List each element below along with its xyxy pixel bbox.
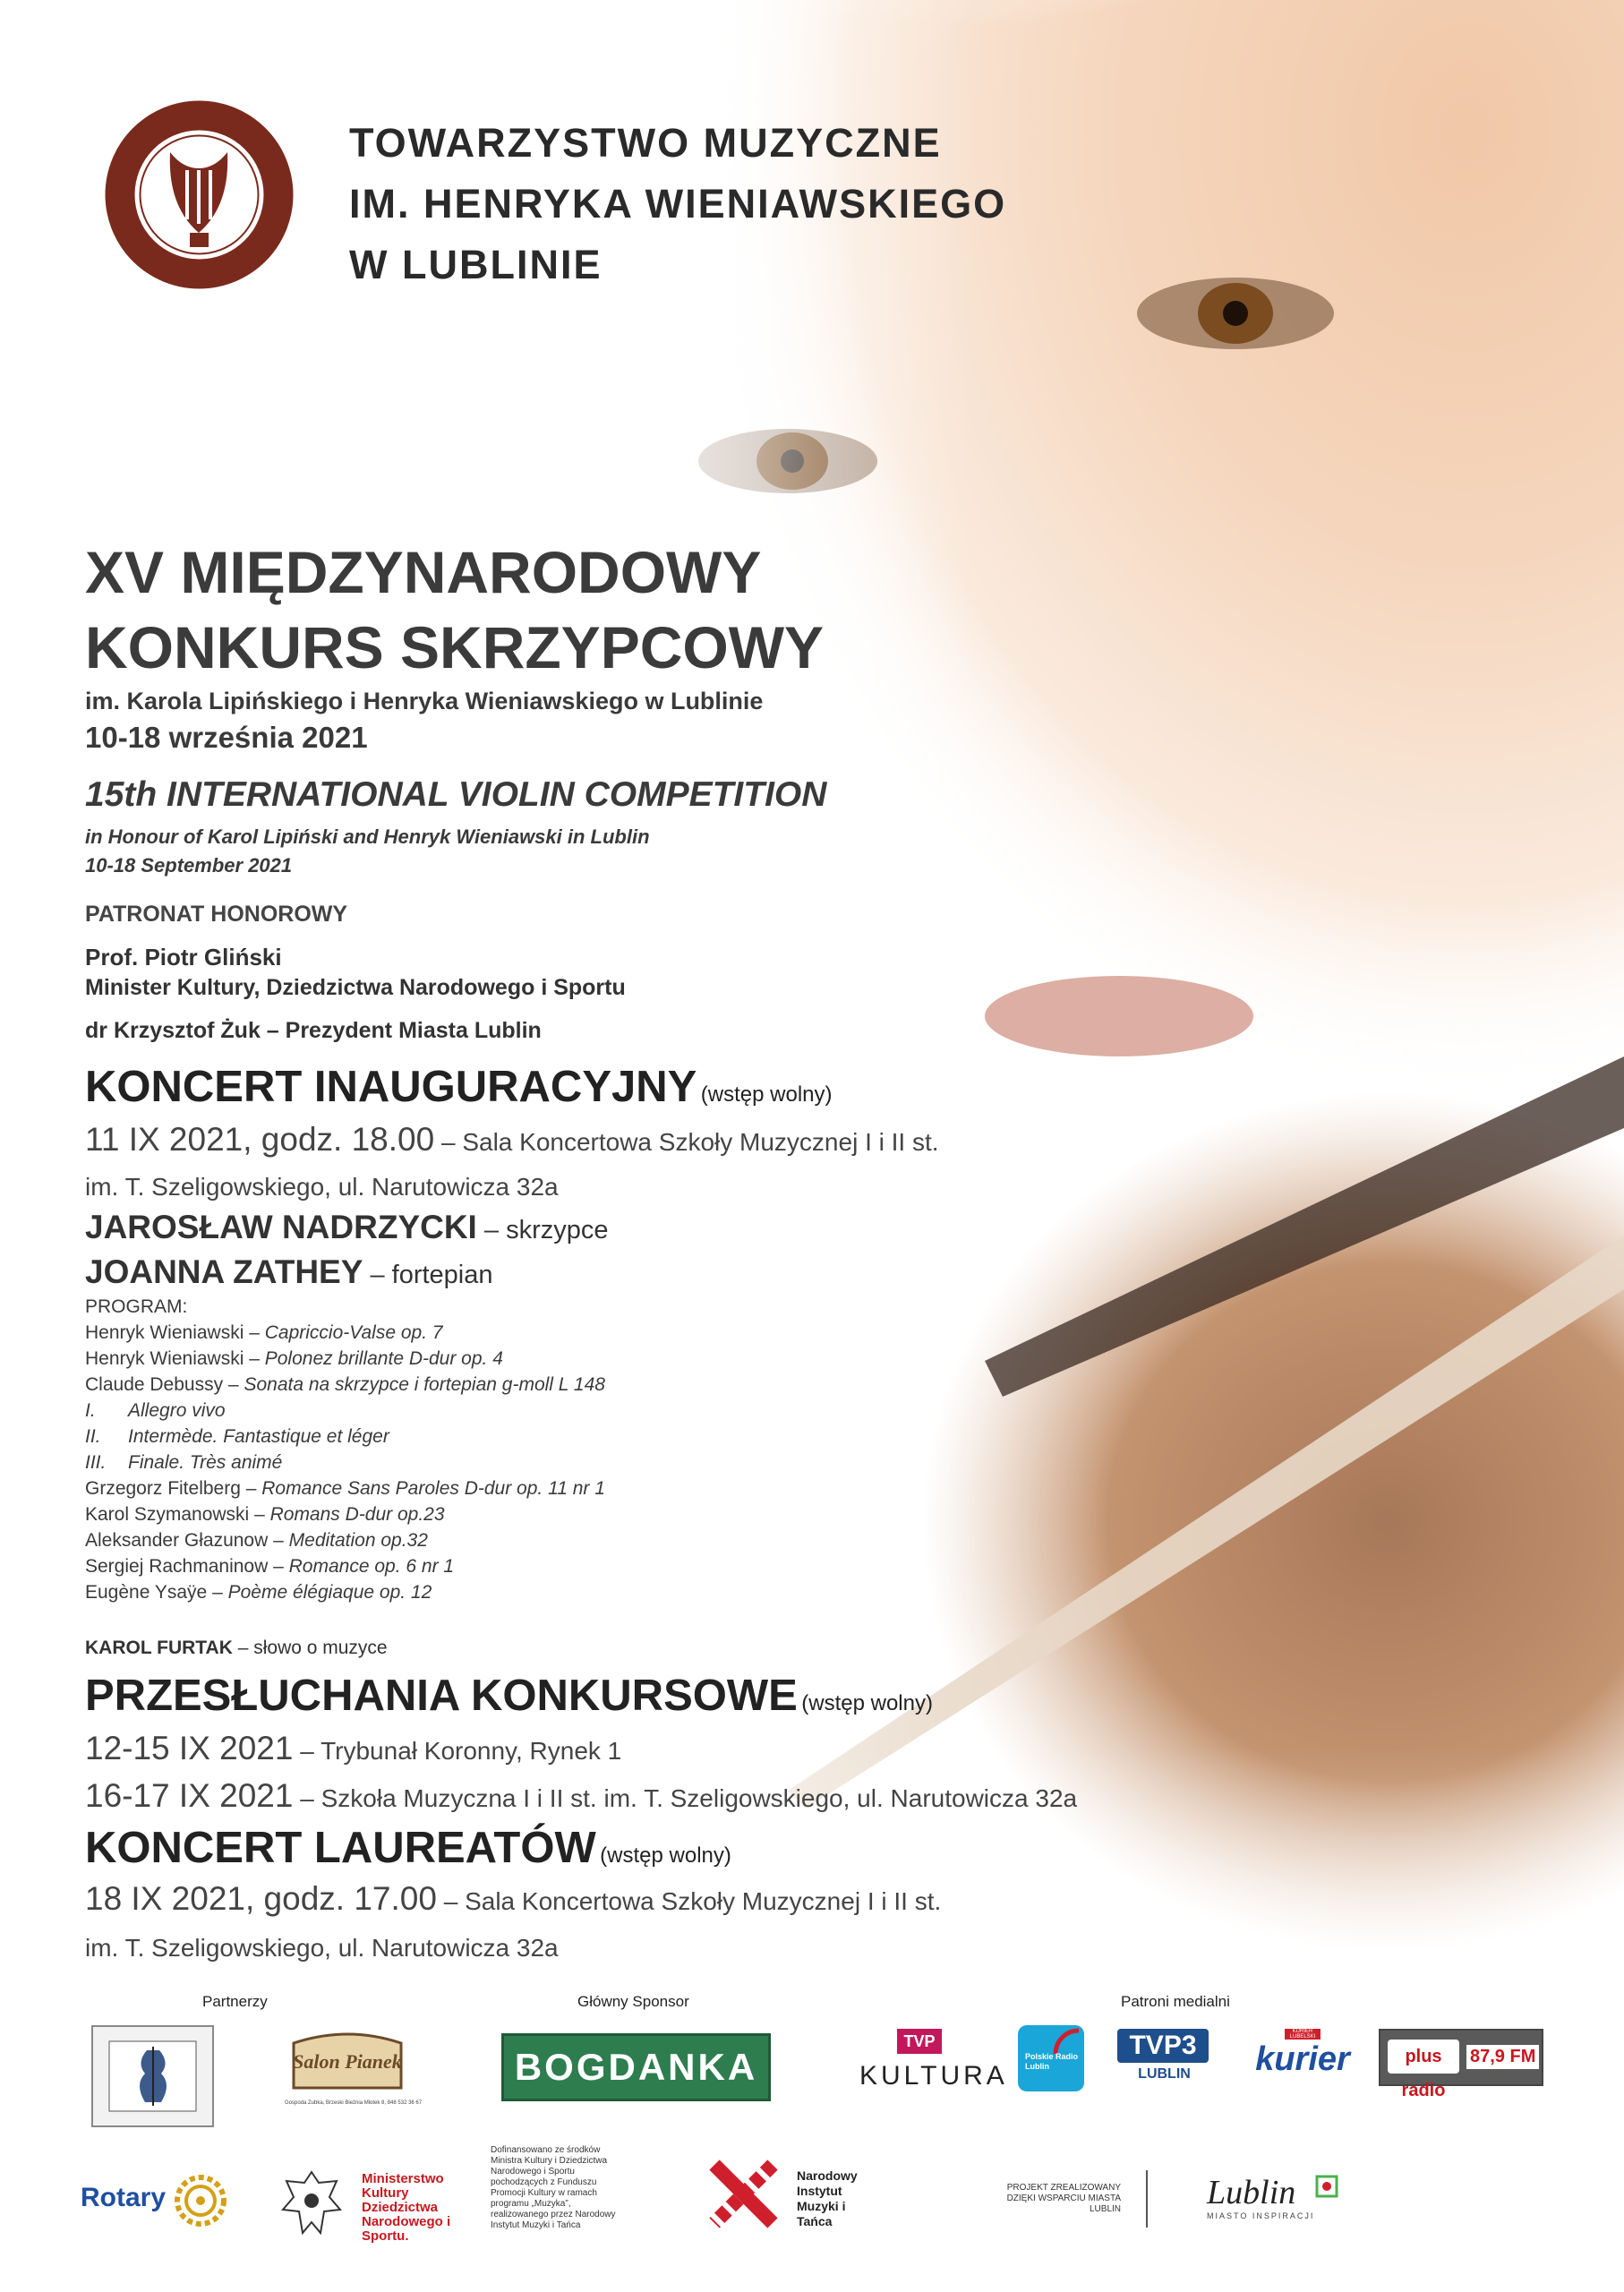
tvp3-badge: TVP3 bbox=[1117, 2029, 1209, 2063]
performer1-role: – skrzypce bbox=[476, 1216, 609, 1244]
program-item: Henryk Wieniawski – Polonez brillante D-dur op. 4 bbox=[85, 1348, 503, 1369]
ministry-logo bbox=[276, 2165, 455, 2245]
title-line1: XV MIĘDZYNARODOWY bbox=[85, 539, 762, 605]
performer1-row bbox=[85, 1209, 609, 1246]
project-text: PROJEKT ZREALIZOWANY DZIĘKI WSPARCIU MIASTA LUBLIN bbox=[1006, 2183, 1121, 2214]
laureates-venue1: – Sala Koncertowa Szkoły Muzycznej I i II st. bbox=[436, 1887, 942, 1915]
inaugural-heading: KONCERT INAUGURACYJNY bbox=[85, 1063, 697, 1111]
nimit-logo bbox=[705, 2156, 876, 2236]
plus-radio-freq: 87,9 FM bbox=[1466, 2045, 1539, 2069]
performer2-row bbox=[85, 1253, 493, 1291]
speaker-row bbox=[85, 1638, 388, 1659]
kurier-logo bbox=[1253, 2029, 1352, 2091]
nimit-x-icon bbox=[705, 2156, 782, 2232]
auditions-date1: 12-15 IX 2021 bbox=[85, 1730, 294, 1766]
inaugural-venue1: – Sala Koncertowa Szkoły Muzycznej I i II st. bbox=[434, 1128, 939, 1156]
auditions-venue1: – Trybunał Koronny, Rynek 1 bbox=[293, 1737, 622, 1765]
media-label: Patroni medialni bbox=[1121, 1993, 1230, 2010]
tvp-kultura-badge: TVP bbox=[897, 2029, 942, 2054]
performer2-name: JOANNA ZATHEY bbox=[85, 1253, 363, 1290]
program-movement: I. Allegro vivo bbox=[85, 1400, 226, 1421]
ministry-text: Ministerstwo Kultury Dziedzictwa Narodowego i Sportu. bbox=[362, 2171, 451, 2244]
bogdanka-text: BOGDANKA bbox=[514, 2046, 758, 2088]
inaugural-datetime: 11 IX 2021, godz. 18.00 bbox=[85, 1121, 435, 1158]
title-english-subtitle: in Honour of Karol Lipiński and Henryk Wieniawski in Lublin bbox=[85, 825, 650, 848]
title-english: 15th INTERNATIONAL VIOLIN COMPETITION bbox=[85, 775, 827, 814]
title-dates: 10-18 września 2021 bbox=[85, 721, 368, 754]
title-english-dates: 10-18 September 2021 bbox=[85, 854, 293, 877]
patronage-line1: Prof. Piotr Gliński bbox=[85, 944, 282, 971]
competition-title bbox=[85, 535, 824, 685]
eagle-emblem-icon bbox=[276, 2165, 347, 2245]
laureates-datetime: 18 IX 2021, godz. 17.00 bbox=[85, 1880, 437, 1917]
title-subtitle: im. Karola Lipińskiego i Henryka Wieniawskiego w Lublinie bbox=[85, 688, 764, 714]
partners-label: Partnerzy bbox=[202, 1993, 268, 2010]
tvp-kultura-logo bbox=[859, 2029, 1008, 2091]
auditions-row2 bbox=[85, 1777, 1077, 1815]
violin-icon bbox=[93, 2027, 212, 2125]
inaugural-heading-row bbox=[85, 1062, 833, 1112]
auditions-venue2: – Szkoła Muzyczna I i II st. im. T. Szeligowskiego, ul. Narutowicza 32a bbox=[293, 1784, 1078, 1812]
organization-name-line3: W LUBLINIE bbox=[349, 242, 603, 287]
laureates-note: (wstęp wolny) bbox=[600, 1843, 731, 1868]
program-item: Sergiej Rachmaninow – Romance op. 6 nr 1 bbox=[85, 1556, 455, 1577]
organization-name-line2: IM. HENRYKA WIENIAWSKIEGO bbox=[349, 181, 1007, 227]
auditions-note: (wstęp wolny) bbox=[801, 1691, 933, 1715]
program-item: Aleksander Głazunow – Meditation op.32 bbox=[85, 1530, 428, 1551]
polskie-radio-logo bbox=[1018, 2025, 1084, 2091]
program-item: Henryk Wieniawski – Capriccio-Valse op. 7 bbox=[85, 1322, 443, 1343]
lublin-text: Lublin bbox=[1207, 2174, 1296, 2211]
auditions-date2: 16-17 IX 2021 bbox=[85, 1777, 294, 1814]
lublin-logo bbox=[1207, 2174, 1341, 2236]
laureates-venue2: im. T. Szeligowskiego, ul. Narutowicza 32a bbox=[85, 1934, 559, 1962]
laureates-datetime-row bbox=[85, 1880, 941, 1918]
speaker-role: – słowo o muzyce bbox=[232, 1638, 388, 1658]
program-label: PROGRAM: bbox=[85, 1296, 188, 1317]
salon-logo-text: Salon Pianek bbox=[293, 2050, 402, 2073]
inaugural-venue2: im. T. Szeligowskiego, ul. Narutowicza 32a bbox=[85, 1173, 559, 1201]
partner-school-logo bbox=[91, 2025, 214, 2127]
organization-name bbox=[349, 113, 1006, 295]
footer-divider bbox=[1146, 2170, 1148, 2228]
auditions-heading-row bbox=[85, 1671, 933, 1721]
rotary-wheel-icon bbox=[174, 2174, 227, 2228]
tvp3-city: LUBLIN bbox=[1138, 2066, 1191, 2082]
program-item: Claude Debussy – Sonata na skrzypce i fortepian g-moll L 148 bbox=[85, 1374, 605, 1395]
laureates-heading: KONCERT LAUREATÓW bbox=[85, 1824, 596, 1872]
rotary-text: Rotary bbox=[81, 2183, 167, 2212]
program-movement: II. Intermède. Fantastique et léger bbox=[85, 1426, 389, 1447]
plus-radio-box bbox=[1388, 2040, 1459, 2100]
funding-text: Dofinansowano ze środków Ministra Kultury i Dziedzictwa Narodowego i Sportu pochodzących z Funduszu Promocji Kultury w ramach programu „Muzyka”, realizowanego przez Narodowy Instytut Muzyki i Tańca bbox=[491, 2145, 616, 2230]
performer2-role: – fortepian bbox=[363, 1261, 493, 1289]
laureates-heading-row bbox=[85, 1823, 731, 1873]
partner-salon-logo bbox=[285, 2025, 423, 2115]
plus-radio-text: plus radio bbox=[1401, 2047, 1446, 2100]
program-item: Eugène Ysaÿe – Poème élégiaque op. 12 bbox=[85, 1582, 432, 1603]
program-item: Grzegorz Fitelberg – Romance Sans Paroles D-dur op. 11 nr 1 bbox=[85, 1478, 605, 1499]
polskie-radio-text: Polskie Radio Lublin bbox=[1025, 2052, 1079, 2071]
sponsor-label: Główny Sponsor bbox=[577, 1993, 689, 2010]
tvp3-logo bbox=[1117, 2029, 1211, 2091]
auditions-heading: PRZESŁUCHANIA KONKURSOWE bbox=[85, 1672, 798, 1720]
lublin-tag: MIASTO INSPIRACJI bbox=[1207, 2211, 1315, 2220]
plus-radio-logo bbox=[1379, 2029, 1543, 2100]
patronage-line3: dr Krzysztof Żuk – Prezydent Miasta Lublin bbox=[85, 1018, 542, 1043]
patronage-line2: Minister Kultury, Dziedzictwa Narodowego i Sportu bbox=[85, 975, 626, 1000]
nimit-text: Narodowy Instytut Muzyki i Tańca bbox=[797, 2168, 858, 2228]
inaugural-datetime-row bbox=[85, 1121, 939, 1159]
speaker-name: KAROL FURTAK bbox=[85, 1638, 233, 1658]
bogdanka-logo bbox=[501, 2033, 771, 2101]
society-seal-logo bbox=[103, 98, 295, 291]
organization-name-line1: TOWARZYSTWO MUZYCZNE bbox=[349, 120, 942, 166]
tvp-kultura-text: KULTURA bbox=[859, 2061, 1008, 2091]
kurier-top: KURIER LUBELSKI bbox=[1285, 2029, 1321, 2040]
inaugural-note: (wstęp wolny) bbox=[700, 1082, 833, 1107]
program-movement: III. Finale. Très animé bbox=[85, 1452, 283, 1473]
salon-caption: Gospoda Zubka, Brzeski Bieżnia Mlotek 8, 848 532 36 67 bbox=[285, 2100, 423, 2106]
program-item: Karol Szymanowski – Romans D-dur op.23 bbox=[85, 1504, 445, 1525]
rotary-logo bbox=[81, 2170, 206, 2233]
lublin-sign-icon bbox=[1314, 2174, 1339, 2199]
title-line2: KONKURS SKRZYPCOWY bbox=[85, 614, 825, 680]
patronage-heading: PATRONAT HONOROWY bbox=[85, 902, 348, 927]
auditions-row1 bbox=[85, 1730, 621, 1767]
kurier-text: kurier bbox=[1255, 2040, 1350, 2078]
performer1-name: JAROSŁAW NADRZYCKI bbox=[85, 1209, 477, 1245]
